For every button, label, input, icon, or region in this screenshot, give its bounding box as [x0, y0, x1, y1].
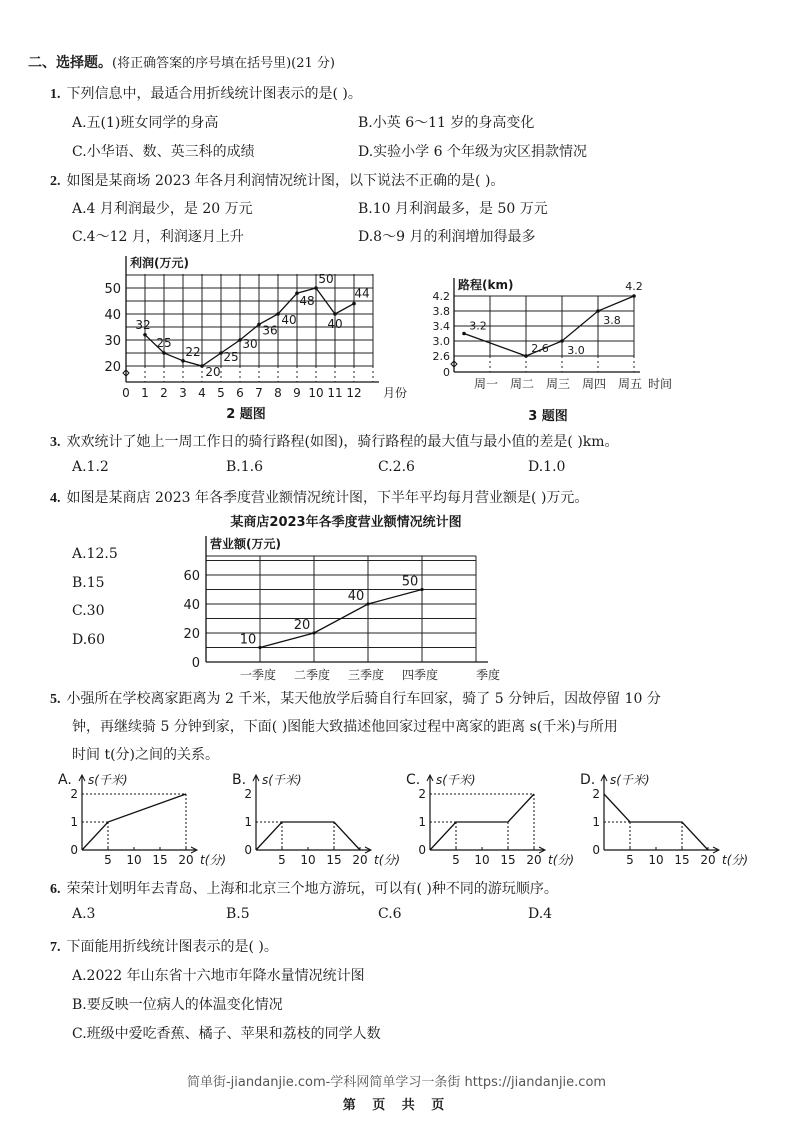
- chart-q5-option-b[interactable]: [232, 770, 404, 874]
- question-number: 7.: [50, 940, 61, 955]
- x-tick-label: 20: [352, 853, 368, 867]
- option[interactable]: C.4～12 月，利润逐月上升: [72, 229, 244, 245]
- option[interactable]: D.1.0: [528, 459, 566, 475]
- question-number: 1.: [50, 87, 61, 102]
- y-tick-label: 1: [592, 815, 600, 829]
- chart-q2: [96, 248, 416, 428]
- y-tick-label: 20: [183, 627, 200, 642]
- question-2: [50, 170, 504, 190]
- data-point: [181, 359, 185, 363]
- x-tick-label: 1: [141, 386, 149, 400]
- data-label: 32: [135, 317, 151, 332]
- question-6: [50, 878, 558, 898]
- option[interactable]: B.15: [72, 575, 105, 591]
- chart-q5-option-c[interactable]: [406, 770, 578, 874]
- y-tick-label: 0: [70, 843, 78, 857]
- y-tick-label: 1: [244, 815, 252, 829]
- y-axis-label: 利润(万元): [130, 256, 189, 270]
- question-text: 如图是某商店 2023 年各季度营业额情况统计图，下半年平均每月营业额是( )万元。: [66, 490, 589, 506]
- option[interactable]: D.4: [528, 906, 553, 922]
- question-5: [50, 688, 661, 708]
- question-1: [50, 83, 362, 103]
- x-tick-label: 5: [278, 853, 286, 867]
- option[interactable]: B.10 月利润最多，是 50 万元: [358, 201, 548, 217]
- y-tick-label: 20: [104, 360, 121, 375]
- x-tick-label: 二季度: [293, 668, 331, 682]
- data-label: 30: [242, 337, 258, 351]
- option[interactable]: A.3: [72, 906, 96, 922]
- data-label: 3.2: [469, 319, 487, 333]
- data-point: [312, 631, 315, 634]
- y-tick-label: 0: [443, 366, 450, 379]
- data-label: 36: [262, 323, 278, 338]
- data-label: 48: [299, 294, 315, 309]
- x-axis-label: 季度: [475, 668, 501, 682]
- y-tick-label: 2: [244, 787, 252, 801]
- data-label: 22: [185, 344, 201, 359]
- y-tick-label: 0: [191, 656, 200, 671]
- x-axis-label: t(分): [722, 853, 749, 867]
- x-tick-label: 10: [300, 853, 316, 867]
- question-number: 2.: [50, 174, 61, 189]
- x-axis-label: t(分): [200, 853, 227, 867]
- y-tick-label: 0: [592, 843, 600, 857]
- x-tick-label: 15: [326, 853, 342, 867]
- y-axis-label: s(千米): [262, 773, 302, 787]
- data-point: [162, 351, 166, 355]
- option-letter: C.: [406, 772, 421, 788]
- data-label: 25: [223, 350, 239, 364]
- x-tick-label: 8: [274, 386, 282, 400]
- question-text: 下面能用折线统计图表示的是( )。: [66, 939, 278, 955]
- x-tick-label: 3: [179, 386, 187, 400]
- question-text: 下列信息中，最适合用折线统计图表示的是( )。: [66, 86, 362, 102]
- question-text-line: 钟，再继续骑 5 分钟到家，下面( )图能大致描述他回家过程中离家的距离 s(千米)与所用: [72, 719, 618, 735]
- data-label: 2.6: [531, 342, 549, 355]
- question-7: [50, 936, 278, 956]
- chart-title: 某商店2023年各季度营业额情况统计图: [230, 515, 462, 530]
- x-tick-label: 5: [104, 853, 112, 867]
- y-tick-label: 3.0: [432, 335, 450, 348]
- x-tick-label: 一季度: [239, 668, 277, 682]
- x-tick-label: 周三: [545, 377, 571, 391]
- data-point: [314, 286, 318, 290]
- chart-q3: [418, 274, 708, 428]
- y-tick-label: 3.8: [432, 305, 450, 318]
- x-tick-label: 15: [152, 853, 168, 867]
- question-3: [50, 431, 619, 451]
- chart-q5-option-d[interactable]: [580, 770, 752, 874]
- x-tick-label: 10: [308, 386, 324, 400]
- option[interactable]: C.6: [378, 906, 402, 922]
- y-tick-label: 2: [418, 787, 426, 801]
- question-text: 欢欢统计了她上一周工作日的骑行路程(如图)，骑行路程的最大值与最小值的差是( )km。: [66, 434, 619, 450]
- data-label: 10: [239, 632, 257, 648]
- data-label: 40: [281, 313, 297, 327]
- x-tick-label: 周二: [509, 377, 535, 391]
- y-tick-label: 2: [592, 787, 600, 801]
- option[interactable]: A.五(1)班女同学的身高: [72, 115, 219, 131]
- question-text-line: 时间 t(分)之间的关系。: [72, 747, 219, 763]
- y-tick-label: 30: [104, 334, 121, 349]
- x-tick-label: 四季度: [401, 668, 439, 682]
- question-number: 5.: [50, 692, 61, 707]
- option-letter: D.: [580, 772, 596, 788]
- x-axis-label: 月份: [383, 386, 408, 400]
- data-point: [295, 291, 299, 295]
- option[interactable]: C.小华语、数、英三科的成绩: [72, 144, 255, 160]
- y-tick-label: 0: [418, 843, 426, 857]
- x-tick-label: 20: [178, 853, 194, 867]
- data-label: 20: [205, 365, 221, 379]
- data-label: 50: [401, 574, 419, 590]
- y-axis-label: s(千米): [436, 773, 476, 787]
- x-tick-label: 9: [293, 386, 301, 400]
- x-axis-label: t(分): [548, 853, 575, 867]
- y-tick-label: 0: [244, 843, 252, 857]
- section-title: 二、选择题。: [28, 55, 112, 71]
- y-axis-label: s(千米): [88, 773, 128, 787]
- option[interactable]: B.5: [226, 906, 250, 922]
- series-line: [430, 794, 534, 850]
- y-tick-label: 50: [104, 282, 121, 297]
- data-point: [258, 646, 261, 649]
- option[interactable]: D.实验小学 6 个年级为灾区捐款情况: [358, 144, 587, 160]
- option[interactable]: D.8～9 月的利润增加得最多: [358, 229, 536, 245]
- data-label: 25: [156, 336, 172, 350]
- data-point: [333, 312, 337, 316]
- option[interactable]: B.1.6: [226, 459, 264, 475]
- data-point: [200, 364, 204, 368]
- y-axis-label: 营业额(万元): [210, 537, 281, 551]
- x-tick-label: 20: [700, 853, 716, 867]
- data-point: [143, 333, 147, 337]
- x-tick-label: 6: [236, 386, 244, 400]
- x-tick-label: 12: [346, 386, 362, 400]
- series-line: [82, 794, 186, 850]
- x-tick-label: 5: [217, 386, 225, 400]
- data-point: [238, 338, 242, 342]
- option[interactable]: B.小英 6～11 岁的身高变化: [358, 115, 535, 131]
- y-tick-label: 1: [70, 815, 78, 829]
- chart-q4: [176, 510, 516, 686]
- y-tick-label: 4.2: [432, 290, 450, 303]
- option[interactable]: C.2.6: [378, 459, 415, 475]
- y-tick-label: 3.4: [432, 320, 450, 333]
- data-label: 50: [318, 272, 334, 286]
- data-label: 40: [347, 589, 365, 604]
- data-point: [420, 588, 423, 591]
- data-label: 40: [327, 317, 343, 331]
- data-point: [366, 602, 369, 605]
- question-text: 荣荣计划明年去青岛、上海和北京三个地方游玩，可以有( )种不同的游玩顺序。: [66, 881, 558, 897]
- data-point: [462, 332, 466, 336]
- x-tick-label: 周四: [581, 377, 607, 391]
- option[interactable]: A.4 月利润最少，是 20 万元: [72, 201, 253, 217]
- option-letter: A.: [58, 772, 72, 788]
- x-tick-label: 15: [674, 853, 690, 867]
- y-axis-label: s(千米): [610, 773, 650, 787]
- chart-caption: 3 题图: [528, 409, 568, 424]
- option[interactable]: A.2022 年山东省十六地市年降水量情况统计图: [72, 968, 365, 984]
- question-4: [50, 487, 588, 507]
- option-letter: B.: [232, 772, 247, 788]
- y-tick-label: 60: [183, 569, 200, 584]
- question-number: 4.: [50, 491, 61, 506]
- y-tick-label: 40: [104, 308, 121, 323]
- chart-q5-option-a[interactable]: [58, 770, 230, 874]
- data-label: 3.0: [567, 344, 585, 357]
- data-label: 44: [354, 286, 370, 301]
- series-line: [256, 822, 360, 850]
- data-label: 4.2: [625, 280, 643, 293]
- x-tick-label: 周一: [473, 377, 499, 391]
- x-tick-label: 5: [626, 853, 634, 867]
- option[interactable]: A.1.2: [72, 459, 109, 475]
- x-axis-label: 时间: [648, 377, 673, 391]
- option[interactable]: C.班级中爱吃香蕉、橘子、苹果和荔枝的同学人数: [72, 1026, 381, 1042]
- data-point: [632, 294, 636, 298]
- question-number: 6.: [50, 882, 61, 897]
- x-tick-label: 15: [500, 853, 516, 867]
- question-number: 3.: [50, 435, 61, 450]
- option[interactable]: A.12.5: [72, 546, 118, 562]
- page-number: 第 页 共 页: [342, 1098, 451, 1113]
- question-text: 如图是某商场 2023 年各月利润情况统计图，以下说法不正确的是( )。: [66, 173, 505, 189]
- y-tick-label: 2.6: [432, 350, 450, 363]
- y-tick-label: 1: [418, 815, 426, 829]
- data-point: [524, 354, 528, 358]
- x-tick-label: 10: [126, 853, 142, 867]
- y-axis-label: 路程(km): [458, 278, 514, 292]
- y-tick-label: 2: [70, 787, 78, 801]
- x-tick-label: 7: [255, 386, 263, 400]
- option[interactable]: B.要反映一位病人的体温变化情况: [72, 997, 283, 1013]
- data-point: [352, 302, 356, 306]
- section-note: (将正确答案的序号填在括号里)(21 分): [112, 56, 335, 71]
- data-label: 20: [293, 618, 311, 633]
- x-tick-label: 2: [160, 386, 168, 400]
- x-tick-label: 20: [526, 853, 542, 867]
- question-text-line: 小强所在学校离家距离为 2 千米，某天他放学后骑自行车回家，骑了 5 分钟后，因故停留 10 分: [66, 691, 661, 707]
- data-point: [560, 339, 564, 343]
- x-tick-label: 0: [122, 386, 130, 400]
- x-tick-label: 5: [452, 853, 460, 867]
- data-point: [219, 351, 223, 355]
- x-axis-label: t(分): [374, 853, 401, 867]
- section-header: [28, 52, 335, 72]
- footer-watermark: 简单街-jiandanjie.com-学科网简单学习一条街 https://jiandanjie.com: [186, 1075, 607, 1090]
- data-point: [276, 312, 280, 316]
- chart-caption: 2 题图: [226, 407, 266, 422]
- x-tick-label: 10: [648, 853, 664, 867]
- option[interactable]: D.60: [72, 632, 105, 648]
- data-point: [257, 323, 261, 327]
- option[interactable]: C.30: [72, 603, 105, 619]
- data-label: 3.8: [603, 314, 621, 327]
- x-tick-label: 三季度: [347, 668, 385, 682]
- x-tick-label: 4: [198, 386, 206, 400]
- data-point: [596, 309, 600, 313]
- x-tick-label: 10: [474, 853, 490, 867]
- x-tick-label: 周五: [617, 377, 643, 391]
- x-tick-label: 11: [327, 386, 343, 400]
- y-tick-label: 40: [183, 598, 200, 613]
- series-line: [604, 794, 708, 850]
